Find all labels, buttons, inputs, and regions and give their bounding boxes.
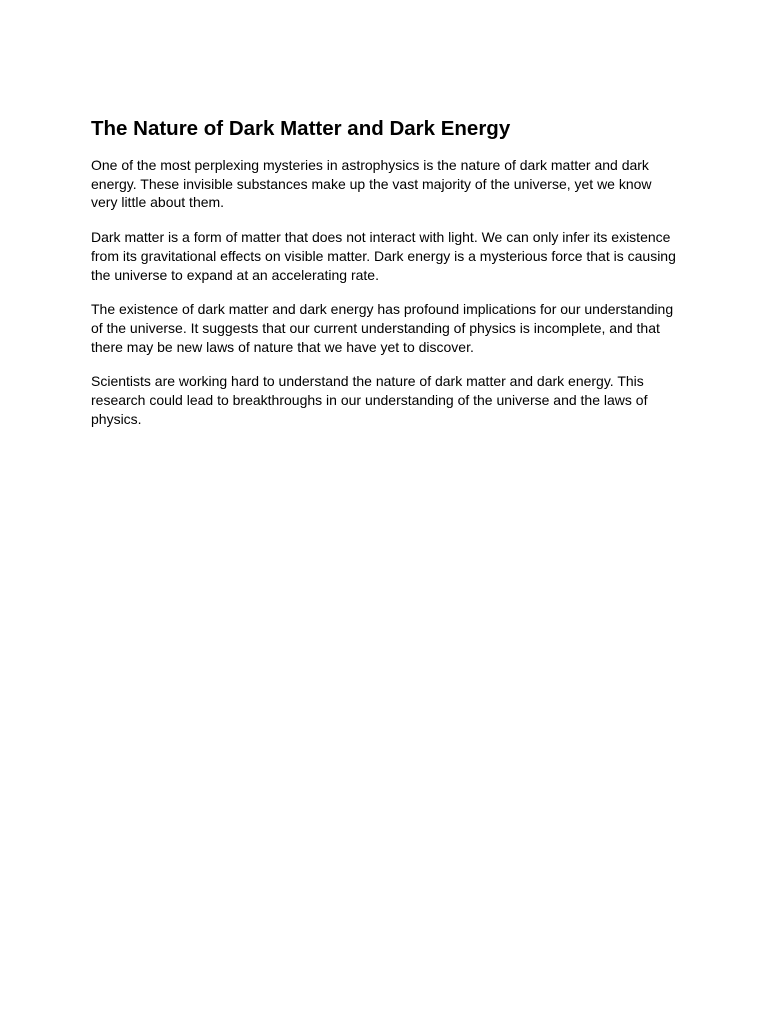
paragraph-intro: One of the most perplexing mysteries in astrophysics is the nature of dark matter and dark energy. These invisible substances make up the vast majority of the universe, yet we know very little about them. — [91, 157, 652, 211]
paragraph-implications: The existence of dark matter and dark energy has profound implications for our understanding of the universe. It suggests that our current understanding of physics is incomplete, and that there may be new laws of nature that we have yet to discover. — [91, 301, 674, 355]
paragraph-research: Scientists are working hard to understand the nature of dark matter and dark energy. This research could lead to breakthroughs in our understanding of the universe and the laws of physics. — [91, 373, 648, 427]
paragraph-definitions: Dark matter is a form of matter that does not interact with light. We can only infer its existence from its gravitational effects on visible matter. Dark energy is a mysterious force that is causing the universe to expand at an accelerating rate. — [91, 229, 676, 283]
document-title: The Nature of Dark Matter and Dark Energy — [91, 117, 511, 140]
document-page — [91, 117, 681, 444]
